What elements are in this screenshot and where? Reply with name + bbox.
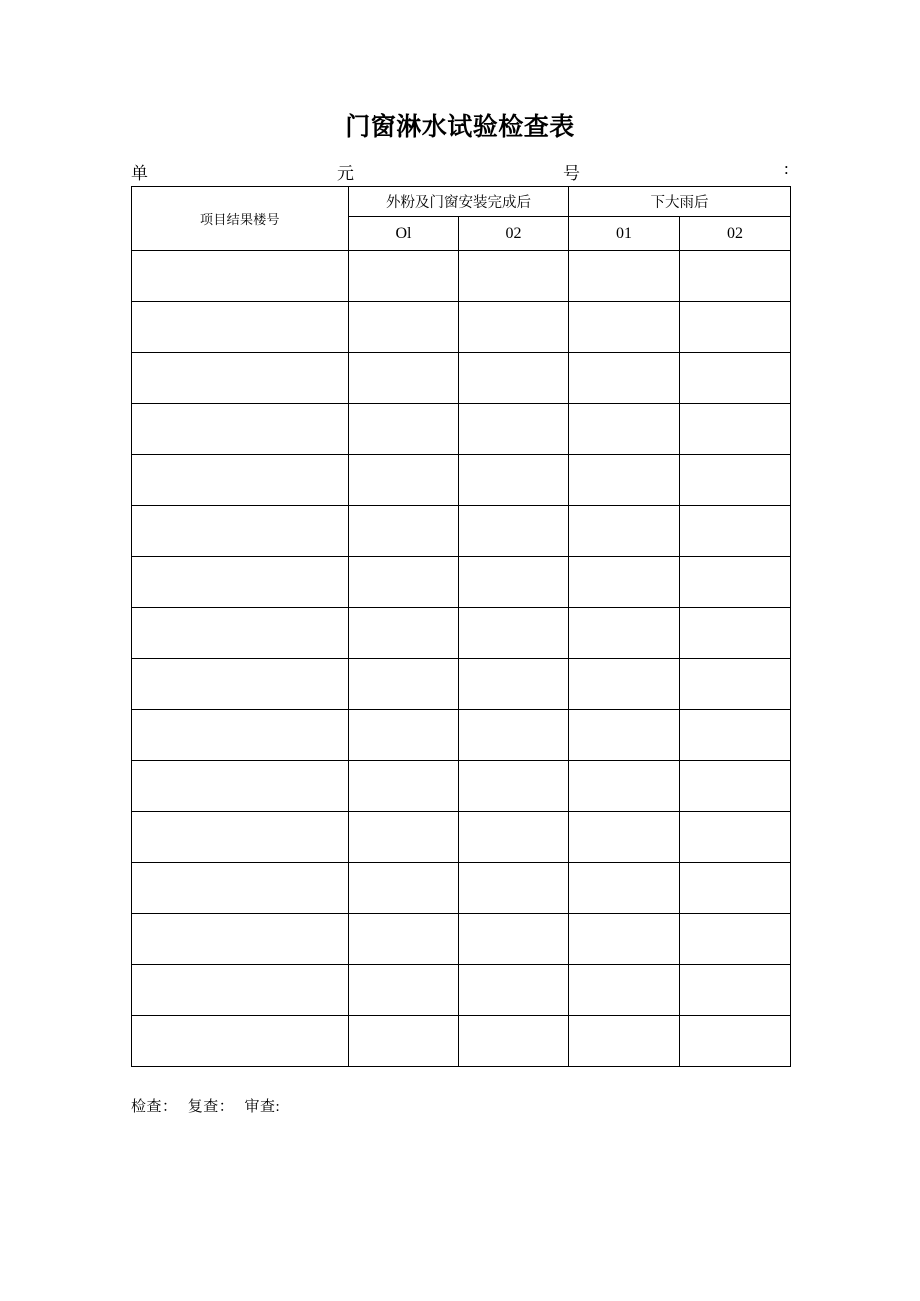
cell[interactable] [569, 302, 680, 353]
table-row [132, 812, 791, 863]
cell[interactable] [348, 863, 458, 914]
cell[interactable] [680, 506, 791, 557]
cell[interactable] [569, 761, 680, 812]
table-row [132, 710, 791, 761]
cell[interactable] [569, 1016, 680, 1067]
cell[interactable] [459, 557, 569, 608]
cell[interactable] [132, 302, 349, 353]
cell[interactable] [459, 965, 569, 1016]
cell[interactable] [348, 455, 458, 506]
table-row [132, 965, 791, 1016]
table-row [132, 557, 791, 608]
cell[interactable] [132, 251, 349, 302]
cell[interactable] [132, 455, 349, 506]
cell[interactable] [132, 761, 349, 812]
unit-label: 单 [131, 164, 148, 183]
cell[interactable] [348, 404, 458, 455]
inspect-label: 检查： [131, 1099, 178, 1115]
table-header-row [132, 187, 791, 217]
subheader-cell-3: 01 [569, 217, 680, 251]
cell[interactable] [459, 914, 569, 965]
cell[interactable] [680, 812, 791, 863]
cell[interactable] [680, 557, 791, 608]
table-row [132, 863, 791, 914]
cell[interactable] [348, 659, 458, 710]
cell[interactable] [348, 965, 458, 1016]
cell[interactable] [459, 302, 569, 353]
table-row [132, 353, 791, 404]
table-row [132, 302, 791, 353]
cell[interactable] [459, 812, 569, 863]
cell[interactable] [132, 353, 349, 404]
cell[interactable] [459, 659, 569, 710]
cell[interactable] [569, 965, 680, 1016]
cell[interactable] [348, 608, 458, 659]
cell[interactable] [680, 914, 791, 965]
subheader-cell-2: 02 [459, 217, 569, 251]
cell[interactable] [459, 404, 569, 455]
cell[interactable] [348, 914, 458, 965]
corner-header-cell [132, 187, 349, 251]
cell[interactable] [569, 812, 680, 863]
cell[interactable] [348, 251, 458, 302]
cell[interactable] [132, 914, 349, 965]
table-row [132, 404, 791, 455]
cell[interactable] [680, 863, 791, 914]
cell[interactable] [459, 1016, 569, 1067]
cell[interactable] [680, 761, 791, 812]
cell[interactable] [680, 1016, 791, 1067]
signature-line [131, 1095, 286, 1116]
unit-number-line [131, 159, 791, 181]
cell[interactable] [680, 608, 791, 659]
cell[interactable] [348, 302, 458, 353]
cell[interactable] [569, 506, 680, 557]
cell[interactable] [569, 353, 680, 404]
cell[interactable] [132, 965, 349, 1016]
cell[interactable] [348, 506, 458, 557]
cell[interactable] [459, 863, 569, 914]
table-row [132, 455, 791, 506]
cell[interactable] [680, 353, 791, 404]
cell[interactable] [459, 251, 569, 302]
cell[interactable] [348, 1016, 458, 1067]
cell[interactable] [459, 608, 569, 659]
table-row [132, 659, 791, 710]
cell[interactable] [459, 761, 569, 812]
cell[interactable] [569, 557, 680, 608]
cell[interactable] [459, 455, 569, 506]
table-row [132, 914, 791, 965]
cell[interactable] [680, 710, 791, 761]
cell[interactable] [680, 302, 791, 353]
cell[interactable] [459, 506, 569, 557]
cell[interactable] [680, 965, 791, 1016]
subheader-cell-1: Ol [348, 217, 458, 251]
corner-header-label: 项目结果楼号 [200, 211, 280, 227]
cell[interactable] [569, 863, 680, 914]
cell[interactable] [569, 914, 680, 965]
table-row [132, 608, 791, 659]
table-row [132, 251, 791, 302]
yuan-label: 元 [337, 164, 354, 183]
hao-label: 号 [563, 164, 580, 183]
cell[interactable] [569, 608, 680, 659]
recheck-label: 复查： [187, 1099, 235, 1115]
cell[interactable] [132, 710, 349, 761]
cell[interactable] [348, 710, 458, 761]
cell[interactable] [569, 404, 680, 455]
colon-label: : [784, 159, 789, 178]
cell[interactable] [569, 251, 680, 302]
cell[interactable] [569, 659, 680, 710]
cell[interactable] [132, 557, 349, 608]
cell[interactable] [569, 455, 680, 506]
cell[interactable] [680, 251, 791, 302]
table-row [132, 761, 791, 812]
cell[interactable] [132, 659, 349, 710]
cell[interactable] [680, 455, 791, 506]
table-row [132, 506, 791, 557]
cell[interactable] [680, 404, 791, 455]
cell[interactable] [569, 710, 680, 761]
cell[interactable] [132, 812, 349, 863]
cell[interactable] [348, 353, 458, 404]
cell[interactable] [132, 506, 349, 557]
table-row [132, 1016, 791, 1067]
cell[interactable] [132, 608, 349, 659]
cell[interactable] [348, 812, 458, 863]
cell[interactable] [132, 1016, 349, 1067]
water-spray-test-table [131, 186, 791, 1067]
cell[interactable] [132, 863, 349, 914]
cell[interactable] [680, 659, 791, 710]
cell[interactable] [132, 404, 349, 455]
cell[interactable] [348, 761, 458, 812]
cell[interactable] [459, 353, 569, 404]
cell[interactable] [459, 710, 569, 761]
page-title: 门窗淋水试验检查表 [345, 113, 575, 141]
cell[interactable] [348, 557, 458, 608]
group-header-after-plaster: 外粉及门窗安装完成后 [348, 187, 568, 217]
subheader-cell-4: 02 [680, 217, 791, 251]
group-header-after-rain: 下大雨后 [569, 187, 791, 217]
review-label: 审查: [244, 1099, 281, 1115]
